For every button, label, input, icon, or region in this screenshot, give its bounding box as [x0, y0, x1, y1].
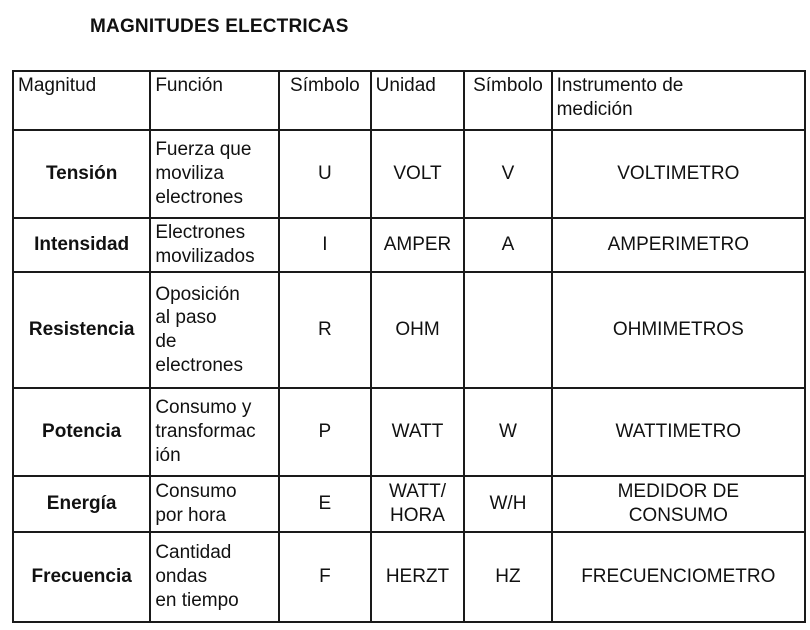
simbolo-unidad-cell-line: V	[501, 163, 515, 185]
magnitud-cell-line: Intensidad	[34, 234, 130, 256]
magnitud-cell-line: Tensión	[45, 163, 118, 185]
unidad-cell	[371, 218, 465, 272]
magnitud-cell-line: Frecuencia	[31, 566, 132, 588]
simbolo-cell-line: I	[322, 234, 328, 256]
instrumento-cell-line: OHMIMETROS	[612, 319, 744, 341]
instrumento-cell-line: CONSUMO	[628, 505, 728, 526]
simbolo-cell	[279, 130, 371, 218]
header-instrumento	[552, 71, 805, 130]
funcion-cell-line: Consumo	[155, 481, 237, 503]
funcion-cell-line: por hora	[155, 505, 227, 526]
funcion-cell	[150, 218, 279, 272]
simbolo-cell-line: R	[318, 319, 332, 341]
instrumento-cell-line: WATTIMETRO	[615, 421, 742, 443]
simbolo-cell	[279, 476, 371, 532]
table-row	[13, 218, 805, 272]
instrumento-cell-line: VOLTIMETRO	[617, 163, 740, 185]
funcion-cell-line: Cantidad	[155, 542, 232, 564]
unidad-cell-line: WATT	[391, 421, 444, 443]
header-instrumento-line2: medición	[556, 98, 633, 120]
magnitud-cell	[13, 130, 150, 218]
table-header-row	[13, 71, 805, 130]
instrumento-cell	[552, 388, 805, 476]
funcion-cell	[150, 272, 279, 388]
simbolo-cell	[279, 532, 371, 622]
funcion-cell-line: electrones	[155, 186, 243, 208]
funcion-cell	[150, 532, 279, 622]
instrumento-cell-line: AMPERIMETRO	[607, 234, 750, 256]
unidad-cell	[371, 130, 465, 218]
simbolo-unidad-cell	[464, 532, 551, 622]
funcion-cell	[150, 130, 279, 218]
header-instrumento-line1: Instrumento de	[556, 75, 684, 96]
instrumento-cell	[552, 532, 805, 622]
unidad-cell-line: WATT/	[389, 481, 446, 503]
header-simbolo: Símbolo	[279, 71, 371, 130]
funcion-cell-line: movilizados	[155, 246, 255, 267]
simbolo-cell-line: F	[319, 566, 331, 588]
instrumento-cell	[552, 272, 805, 388]
simbolo-unidad-cell	[464, 218, 551, 272]
simbolo-unidad-cell	[464, 388, 551, 476]
simbolo-unidad-cell	[464, 130, 551, 218]
unidad-cell	[371, 476, 465, 532]
unidad-cell-line: AMPER	[383, 234, 452, 256]
funcion-cell-line: de	[155, 331, 177, 352]
simbolo-unidad-cell-line: W/H	[489, 493, 527, 515]
table-row	[13, 532, 805, 622]
funcion-cell-line: Fuerza que	[155, 139, 252, 161]
unidad-cell	[371, 388, 465, 476]
simbolo-unidad-cell-line: A	[501, 234, 515, 256]
simbolo-cell	[279, 218, 371, 272]
instrumento-cell-line: FRECUENCIOMETRO	[581, 566, 776, 588]
instrumento-cell	[552, 218, 805, 272]
instrumento-cell	[552, 476, 805, 532]
funcion-cell-line: Consumo y	[155, 397, 252, 419]
magnitud-cell-line: Energía	[46, 493, 117, 515]
magnitud-cell	[13, 476, 150, 532]
unidad-cell-line: VOLT	[393, 163, 442, 185]
simbolo-unidad-cell	[464, 272, 551, 388]
magnitud-cell	[13, 272, 150, 388]
simbolo-cell-line: E	[318, 493, 332, 515]
funcion-cell-line: electrones	[155, 354, 243, 376]
table-row	[13, 476, 805, 532]
simbolo-unidad-cell-line: HZ	[495, 566, 521, 588]
table-row	[13, 272, 805, 388]
magnitud-cell	[13, 532, 150, 622]
funcion-cell-line: Oposición	[155, 283, 240, 305]
simbolo-cell-line: U	[318, 163, 332, 185]
simbolo-cell	[279, 388, 371, 476]
funcion-cell-line: al paso	[155, 307, 217, 329]
unidad-cell	[371, 532, 465, 622]
table-row	[13, 130, 805, 218]
funcion-cell-line: transformac	[155, 421, 256, 443]
header-magnitud: Magnitud	[13, 71, 150, 130]
funcion-cell	[150, 476, 279, 532]
instrumento-cell	[552, 130, 805, 218]
funcion-cell-line: ión	[155, 444, 181, 466]
funcion-cell-line: moviliza	[155, 163, 224, 185]
header-unidad: Unidad	[371, 71, 465, 130]
simbolo-cell	[279, 272, 371, 388]
unidad-cell	[371, 272, 465, 388]
funcion-cell-line: en tiempo	[155, 589, 239, 611]
instrumento-cell-line: MEDIDOR DE	[617, 481, 739, 503]
simbolo-unidad-cell	[464, 476, 551, 532]
header-funcion: Función	[150, 71, 279, 130]
table-row	[13, 388, 805, 476]
magnitud-cell-line: Resistencia	[28, 319, 135, 341]
magnitud-cell	[13, 388, 150, 476]
magnitudes-table	[12, 70, 806, 623]
header-simbolo-unidad: Símbolo	[464, 71, 551, 130]
unidad-cell-line: OHM	[395, 319, 440, 341]
magnitud-cell-line: Potencia	[42, 421, 122, 443]
simbolo-unidad-cell-line: W	[499, 421, 517, 443]
funcion-cell	[150, 388, 279, 476]
unidad-cell-line: HERZT	[385, 566, 450, 588]
magnitud-cell	[13, 218, 150, 272]
funcion-cell-line: Electrones	[155, 222, 246, 244]
page-title: MAGNITUDES ELECTRICAS	[90, 16, 349, 37]
unidad-cell-line: HORA	[390, 505, 445, 526]
simbolo-cell-line: P	[318, 421, 332, 443]
funcion-cell-line: ondas	[155, 566, 208, 588]
